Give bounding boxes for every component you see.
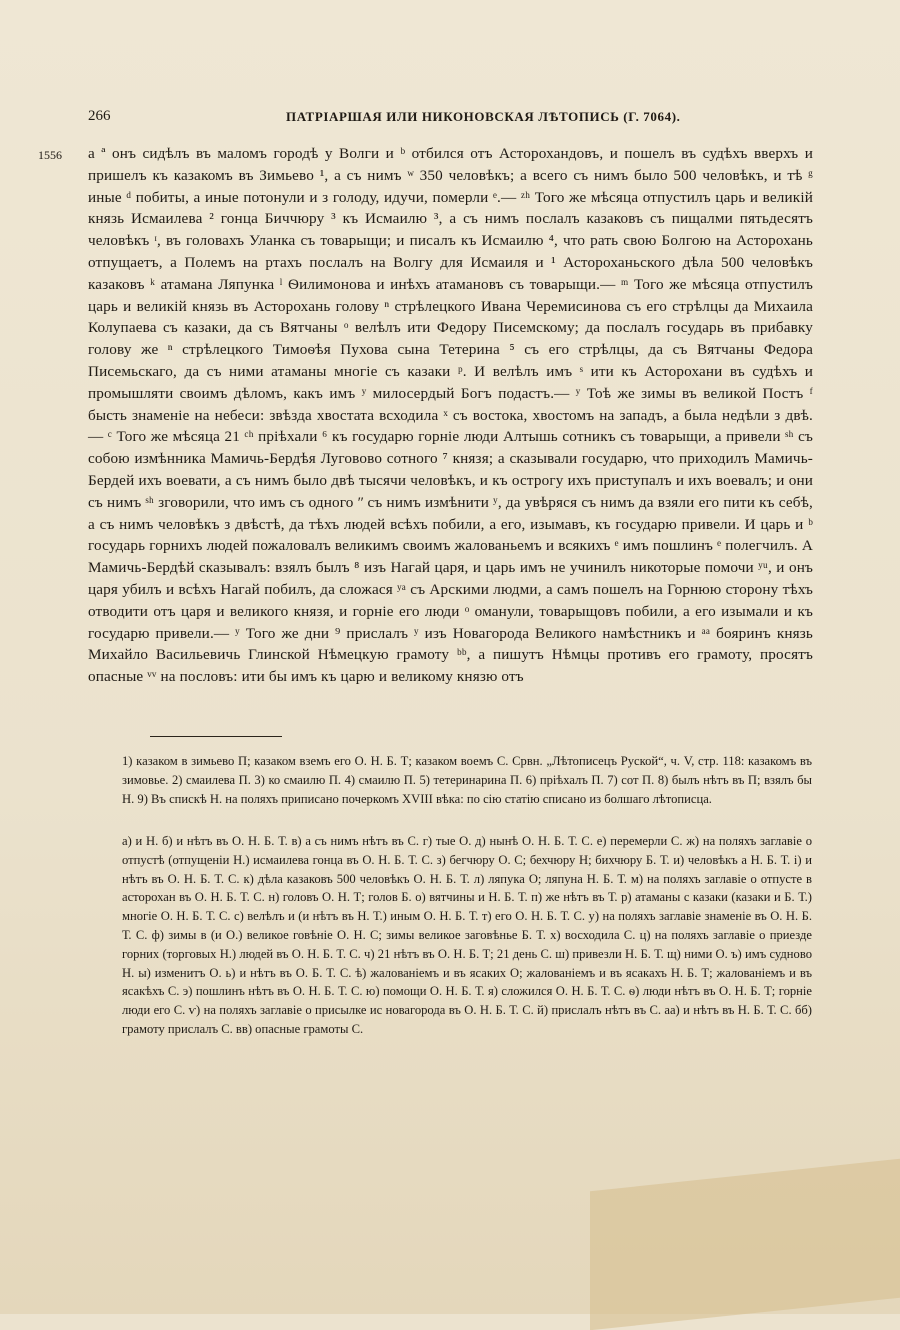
tape-stain: [590, 1159, 900, 1330]
lettered-variants: а) и Н. б) и нѣтъ въ О. Н. Б. Т. в) а съ нимъ нѣтъ въ С. г) тые О. д) нынѣ О. Н. Б. Т. С. е) перемерли С. ж) на поляхъ заглавіе о отпустѣ (отпущеніи Н.) исмаилева гонца въ О. Н. Б. Т. С. з) бегчюру О. С; бехчюру Н; бихчюру Б. Т. и) человѣкъ а Н. Б. Т. і) и нѣтъ въ О. Н. Б. Т. С. к) дѣла казаковъ 500 человѣкъ О. Н. Б. Т. л) ляпука О; ляпуна Н. Б. Т. м) на поляхъ заглавіе о отпусте в асторохан въ О. Н. Б. Т. С. н) головъ О. Н. Т; голов Б. о) вятчины и Н. Б. Т. п) же нѣтъ въ Т. р) атаманы с казаки (казаки и Б. Т.) многіе О. Н. Б. Т. С. с) велѣлъ и (и нѣтъ въ Н. Т.) иным О. Н. Б. Т. т) его О. Н. Б. Т. С. у) на поляхъ заглавіе знаменіе въ О. Н. Б. Т. С. ф) зимы в (и О.) великое говѣніе О. Н. С; зимы великое заговѣнье Б. Т. х) восходила С. ц) на поляхъ заглавіе о приезде горних (торговых Н.) людей въ О. Н. Б. Т. С. ч) 21 нѣтъ въ О. Н. Б. Т; 21 день С. ш) привезли Н. Б. Т. щ) ними О. ъ) имъ судново Н. ы) изменитъ О. ь) и нѣтъ въ О. Б. Т. С. ѣ) жалованіемъ и въ ясаких О; жалованіемъ и въ ясакахъ Н. Б. Т; жалованіемъ и въ ясакѣхъ С. э) пошлинъ нѣтъ въ О. Н. Б. Т. С. ю) помощи О. Н. Б. Т. я) сложился О. Н. Б. Т. С. ѳ) люди нѣтъ въ О. Н. Б. Т; горніе люди его С. ѵ) на поляхъ заглавіе о присылке ис новагорода въ О. Н. Б. Т. С. й) прислалъ нѣтъ въ С. аа) и нѣтъ въ Н. Б. Т. С. бб) грамоту прислалъ С. вв) опасные грамоты С.: [122, 834, 812, 1036]
footnote-rule: [150, 736, 282, 737]
numbered-footnotes: 1) казаком в зимьево П; казаком вземъ его О. Н. Б. Т; казаком воемъ С. Срвн. „Лѣтописецъ Руской“, ч. V, стр. 118: казакомъ въ зимовье. 2) смаилева П. 3) ко смаилю П. 4) смаилю П. 5) тетеринарина П. 6) пріѣхалъ П. 7) сот П. 8) былъ нѣтъ въ П; взялъ бы Н. 9) Въ спискѣ Н. на поляхъ приписано почеркомъ XVIII вѣка: по сію статію списано из болшаго лѣтописца.: [122, 754, 812, 806]
running-title: ПАТРІАРШАЯ ИЛИ НИКОНОВСКАЯ ЛѢТОПИСЬ (Г. 7064).: [286, 109, 681, 124]
margin-year: 1556: [38, 148, 62, 162]
page-header: [88, 108, 800, 128]
page-number: 266: [88, 108, 111, 124]
main-text: а ª онъ сидѣлъ въ маломъ городѣ у Волги и ᵇ отбился отъ Асторохандовъ, и пошелъ въ судѣхъ вверхъ и пришелъ къ казакомъ въ Зимьево ¹, а съ нимъ ʷ 350 человѣкъ; а всего съ нимъ было 500 человѣкъ, и тѣ ᵍ иные ᵈ побиты, а иные потонули и з голоду, идучи, померли ᵉ.— ᶻʰ Того же мѣсяца отпустилъ царь и великій князь Исмаилева ² гонца Биччюру ³ къ Исмаилю ³, а съ нимъ послалъ казаковъ съ пищалми пятьдесятъ человѣкъ ᶦ, въ головахъ Уланка съ товарыщи; и писалъ къ Исмаилю ⁴, что рать свою Болгою на Асторохань отпущаетъ, а Полемъ на ртахъ послалъ на Волгу для Исмаиля и ¹ Астороханьского дѣла 500 человѣкъ казаковъ ᵏ атамана Ляпунка ˡ Ѳилимонова и инѣхъ атамановъ съ товарыщи.— ᵐ Того же мѣсяца отпустилъ царь и великій князь въ Асторохань голову ⁿ стрѣлецкого Ивана Черемисинова съ его стрѣлцы да Михаила Колупаева съ казаки, да съ Вятчаны ᵒ велѣлъ ити Федору Писемскому; да послалъ государь въ прибавку голову же ⁿ стрѣлецкого Тимоѳѣя Пухова сына Тетерина ⁵ съ его стрѣлцы, да съ Вятчаны Федора Писемьскаго, да съ ними атаманы многіе съ казаки ᵖ. И велѣлъ имъ ˢ ити къ Асторохани въ судѣхъ и промышляти своимъ дѣломъ, какъ имъ ʸ милосердый Богъ подастъ.— ʸ Тоѣ же зимы въ великой Постъ ᶠ бысть знаменіе на небеси: звѣзда хвостата всходила ˣ съ востока, хвостомъ на западъ, а была недѣли з двѣ. — ᶜ Того же мѣсяца 21 ᶜʰ пріѣхали ⁶ къ государю горніе люди Алтышь сотникъ съ товарыщи, а привели ˢʰ съ собою измѣнника Мамичь-Бердѣя Луговово сотного ⁷ князя; а сказывали государю, что приходилъ Мамичь-Бердей ихъ воевати, а съ нимъ было двѣ тысячи человѣкъ, и къ острогу ихъ приступалъ и ихъ воевалъ; и они съ нимъ ˢʰ зговорили, что имъ съ одного ʺ съ нимъ измѣнити ʸ, да увѣряся съ нимъ да взяли его пити къ себѣ, а съ нимъ человѣкъ з двѣстѣ, да тѣхъ людей всѣхъ побили, а его, изымавъ, къ государю привели. И царь и ᵇ государь горнихъ людей пожаловалъ великимъ своимъ жалованьемъ и всякихъ ᵉ имъ пошлинъ ᵉ полегчилъ. А Мамичь-Бердѣй сказывалъ: взялъ былъ ⁸ изъ Нагай царя, и царь имъ не учинилъ никоторые помочи ʸᵘ, и онъ царя убилъ и всѣхъ Нагай побилъ, да сложася ʸᵃ съ Арскими людми, а самъ пошелъ на Горнюю сторону тѣхъ отводити отъ царя и великого князя, и горніе его люди ᵒ оманули, товарыщовъ побили, а его изымали и къ государю привели.— ʸ Того же дни ⁹ прислалъ ʸ изъ Новагорода Великого намѣстникъ и ᵃᵃ бояринъ князь Михайло Васильевичь Глинской Нѣмецкую грамоту ᵇᵇ, а пишутъ Нѣмцы противъ его грамоту, просятъ опасные ᵛᵛ на пословъ: ити бы имъ къ царю и великому князю отъ: [88, 145, 813, 686]
